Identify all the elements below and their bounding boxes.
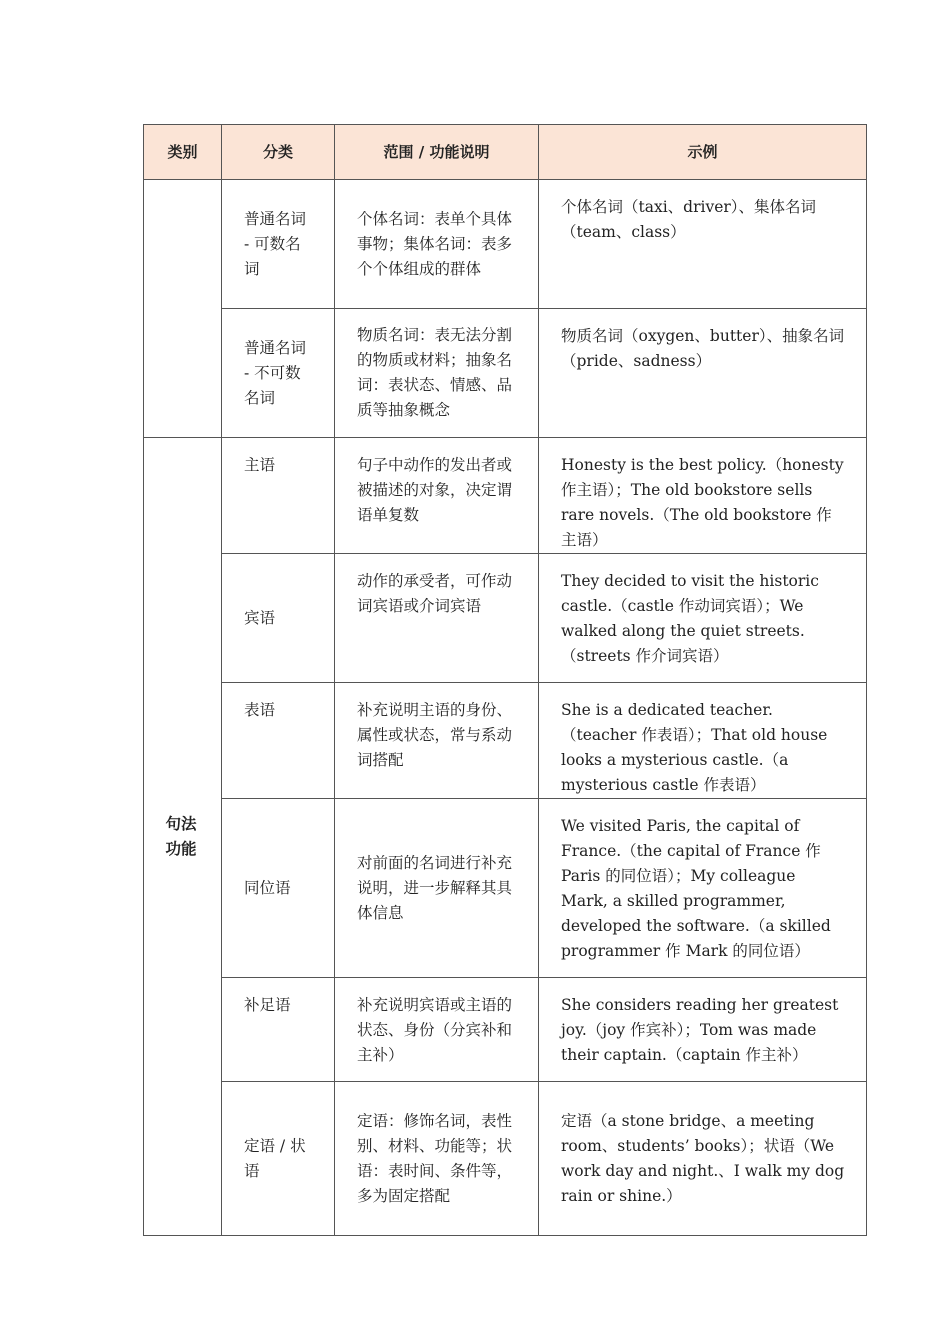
example-cell: They decided to visit the historic castle.（castle 作动词宾语）；We walked along the quiet streets.（streets 作介词宾语）	[539, 554, 867, 683]
description-cell: 定语：修饰名词，表性别、材料、功能等；状语：表时间、条件等，多为固定搭配	[335, 1082, 539, 1236]
table-row	[144, 438, 867, 554]
subcategory-cell: 表语	[222, 683, 335, 799]
header-category: 类别	[144, 125, 222, 180]
table-header-row	[144, 125, 867, 180]
table-row	[144, 309, 867, 438]
table-row	[144, 180, 867, 309]
category-label: 句法功能	[165, 814, 197, 858]
example-cell: We visited Paris, the capital of France.（the capital of France 作 Paris 的同位语）；My colleague Mark, a skilled programmer, developed the software.（a skilled programmer 作 Mark 的同位语）	[539, 799, 867, 978]
subcategory-cell: 补足语	[222, 978, 335, 1082]
noun-classification-table	[143, 124, 867, 1236]
description-cell: 动作的承受者，可作动词宾语或介词宾语	[335, 554, 539, 683]
subcategory-cell: 普通名词 - 可数名词	[222, 180, 335, 309]
description-cell: 个体名词：表单个具体事物；集体名词：表多个个体组成的群体	[335, 180, 539, 309]
table-row	[144, 978, 867, 1082]
example-cell: 物质名词（oxygen、butter）、抽象名词（pride、sadness）	[539, 309, 867, 438]
description-cell: 补充说明宾语或主语的状态、身份（分宾补和主补）	[335, 978, 539, 1082]
table-row	[144, 799, 867, 978]
description-cell: 物质名词：表无法分割的物质或材料；抽象名词：表状态、情感、品质等抽象概念	[335, 309, 539, 438]
description-cell: 句子中动作的发出者或被描述的对象，决定谓语单复数	[335, 438, 539, 554]
table-row	[144, 554, 867, 683]
example-cell: She considers reading her greatest joy.（joy 作宾补）；Tom was made their captain.（captain 作主补）	[539, 978, 867, 1082]
header-subcategory: 分类	[222, 125, 335, 180]
subcategory-cell: 主语	[222, 438, 335, 554]
description-cell: 补充说明主语的身份、属性或状态，常与系动词搭配	[335, 683, 539, 799]
subcategory-cell: 普通名词 - 不可数名词	[222, 309, 335, 438]
table-row	[144, 1082, 867, 1236]
category-cell-syntax	[144, 438, 222, 1236]
category-cell-empty	[144, 180, 222, 438]
subcategory-cell: 宾语	[222, 554, 335, 683]
header-example: 示例	[539, 125, 867, 180]
example-cell: She is a dedicated teacher.（teacher 作表语）；That old house looks a mysterious castle.（a mysterious castle 作表语）	[539, 683, 867, 799]
subcategory-cell: 定语 / 状语	[222, 1082, 335, 1236]
example-cell: 定语（a stone bridge、a meeting room、students’ books）；状语（We work day and night.、I walk my dog rain or shine.）	[539, 1082, 867, 1236]
header-description: 范围 / 功能说明	[335, 125, 539, 180]
subcategory-cell: 同位语	[222, 799, 335, 978]
example-cell: 个体名词（taxi、driver）、集体名词（team、class）	[539, 180, 867, 309]
description-cell: 对前面的名词进行补充说明，进一步解释其具体信息	[335, 799, 539, 978]
example-cell: Honesty is the best policy.（honesty 作主语）；The old bookstore sells rare novels.（The old bookstore 作主语）	[539, 438, 867, 554]
table-row	[144, 683, 867, 799]
